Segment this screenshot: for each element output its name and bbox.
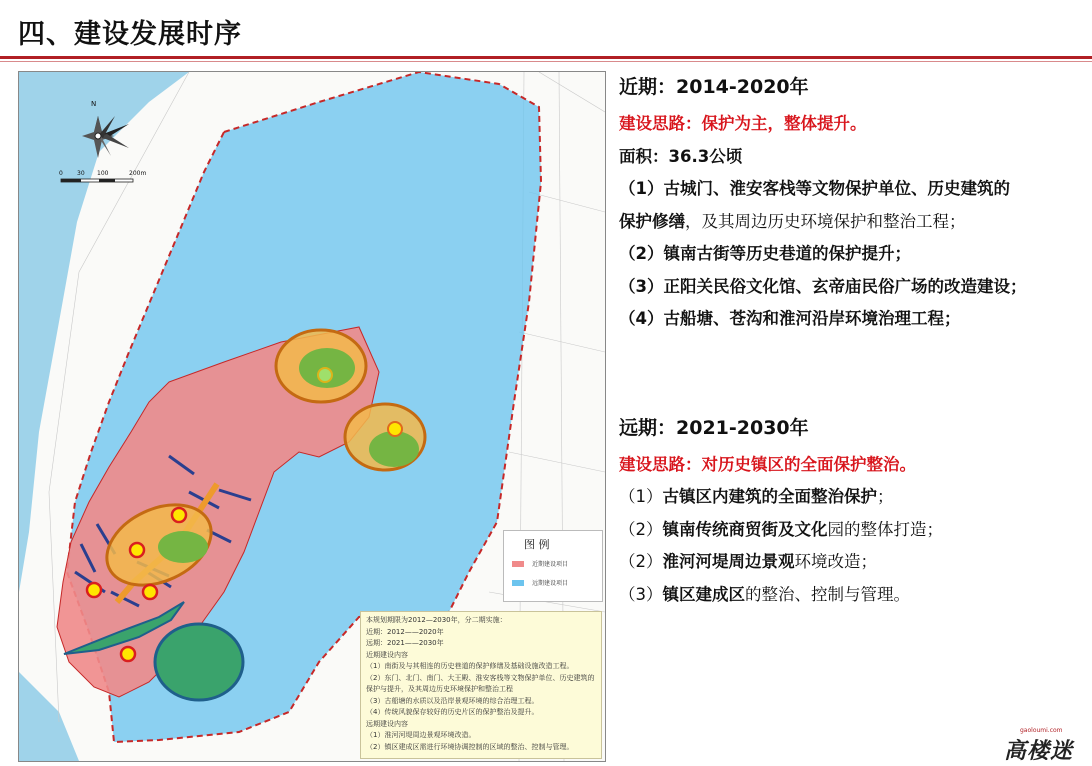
watermark-logo: 高楼迷 bbox=[1004, 739, 1074, 764]
marker-east bbox=[388, 422, 402, 436]
legend-item-long bbox=[512, 578, 568, 587]
long-term-item-rest: ； bbox=[877, 487, 894, 506]
long-term-idea: 建设思路：对历史镇区的全面保护整治。 bbox=[619, 454, 916, 474]
note-line: （1）南街及与其相连的历史巷道的保护修缮及基础设施改造工程。 bbox=[366, 662, 574, 670]
near-term-heading: 近期：2014-2020年 bbox=[619, 76, 809, 98]
near-term-item-3: （3）正阳关民俗文化馆、玄帝庙民俗广场的改造建设； bbox=[619, 276, 1027, 296]
pond-area bbox=[155, 624, 243, 700]
near-term-area: 面积：36.3公顷 bbox=[619, 146, 743, 166]
scale-bar bbox=[61, 179, 133, 182]
note-line: （2）镇区建成区需进行环境协调控制的区域的整治、控制与管理。 bbox=[366, 742, 574, 751]
near-term-item-1-rest: ，及其周边历史环境保护和整治工程； bbox=[685, 211, 966, 231]
long-term-item-num: （3） bbox=[619, 584, 663, 604]
note-line: 近期建设内容 bbox=[366, 650, 408, 659]
long-term-item bbox=[619, 546, 1089, 579]
planning-notes bbox=[360, 611, 602, 759]
scale-label: 30 bbox=[77, 170, 85, 177]
near-term-item-2: （2）镇南古街等历史巷道的保护提升； bbox=[619, 244, 911, 263]
long-term-item-num: （1） bbox=[619, 487, 663, 506]
near-term-idea: 建设思路：保护为主，整体提升。 bbox=[619, 114, 867, 133]
long-term-item-rest: 环境改造； bbox=[794, 552, 877, 571]
note-line: 远期：2021——2030年 bbox=[366, 639, 444, 647]
legend-item-near bbox=[512, 559, 568, 568]
scale-label: 100 bbox=[97, 170, 109, 177]
long-term-item-bold: 镇区建成区 bbox=[662, 584, 745, 604]
note-line: 本规划期限为2012—2030年，分二期实施： bbox=[366, 616, 507, 624]
long-term-item-rest: 园的整体打造； bbox=[827, 519, 943, 539]
compass-n-label: N bbox=[91, 100, 97, 108]
legend-title: 图 例 bbox=[524, 538, 550, 551]
section-spacer bbox=[619, 336, 1089, 413]
near-term-item-4: （4）古船塘、苍沟和淮河沿岸环境治理工程； bbox=[619, 309, 961, 328]
long-term-item-num: （2） bbox=[619, 519, 663, 539]
note-line: 远期建设内容 bbox=[366, 719, 408, 728]
green-south bbox=[158, 531, 208, 563]
title-divider bbox=[0, 56, 1092, 59]
note-line: 近期：2012——2020年 bbox=[366, 627, 444, 636]
note-line: （4）传统风貌保存较好的历史片区的保护整治及提升。 bbox=[366, 708, 539, 716]
note-line: （1）淮河河堤周边景观环境改造。 bbox=[366, 731, 476, 739]
scale-label: 200m bbox=[129, 170, 147, 177]
long-term-item bbox=[619, 579, 1089, 612]
long-term-item-bold: 淮河河堤周边景观 bbox=[662, 552, 795, 571]
long-term-item-num: （2） bbox=[619, 552, 663, 571]
near-term-item-1: （1）古城门、淮安客栈等文物保护单位、历史建筑的 bbox=[619, 179, 1010, 198]
legend-label-long: 远期建设项目 bbox=[532, 580, 569, 587]
legend-swatch-long bbox=[512, 580, 524, 586]
title-divider-thin bbox=[0, 61, 1092, 62]
marker-north bbox=[318, 368, 332, 382]
watermark-sub: gaoloumi.com bbox=[1020, 727, 1063, 734]
long-term-item-bold: 古镇区内建筑的全面整治保护 bbox=[662, 487, 877, 506]
scale-label: 0 bbox=[59, 170, 63, 177]
note-line: （2）东门、北门、南门、大王殿、淮安客栈等文物保护单位、历史建筑的 bbox=[366, 673, 595, 682]
long-term-item bbox=[619, 514, 1089, 547]
river-water-south bbox=[19, 672, 79, 761]
map-legend bbox=[503, 530, 603, 602]
near-term-item-1-bold: 保护修缮 bbox=[619, 211, 685, 231]
slide-title: 四、建设发展时序 bbox=[18, 19, 242, 50]
text-panel bbox=[619, 72, 1089, 611]
legend-label-near: 近期建设项目 bbox=[532, 561, 569, 568]
long-term-item-rest: 的整治、控制与管理。 bbox=[745, 584, 910, 604]
long-term-item bbox=[619, 481, 1089, 514]
note-line: 保护与提升，及其周边历史环境保护和整治工程 bbox=[366, 685, 513, 693]
long-term-item-bold: 镇南传统商贸街及文化 bbox=[662, 519, 828, 539]
note-line: （3）古船塘的水质以及沿岸景观环境的综合治理工程。 bbox=[366, 696, 539, 705]
long-term-heading: 远期：2021-2030年 bbox=[619, 416, 809, 439]
planning-map bbox=[18, 71, 606, 762]
near-term-item-1-cont bbox=[619, 206, 1089, 239]
legend-swatch-near bbox=[512, 561, 524, 567]
